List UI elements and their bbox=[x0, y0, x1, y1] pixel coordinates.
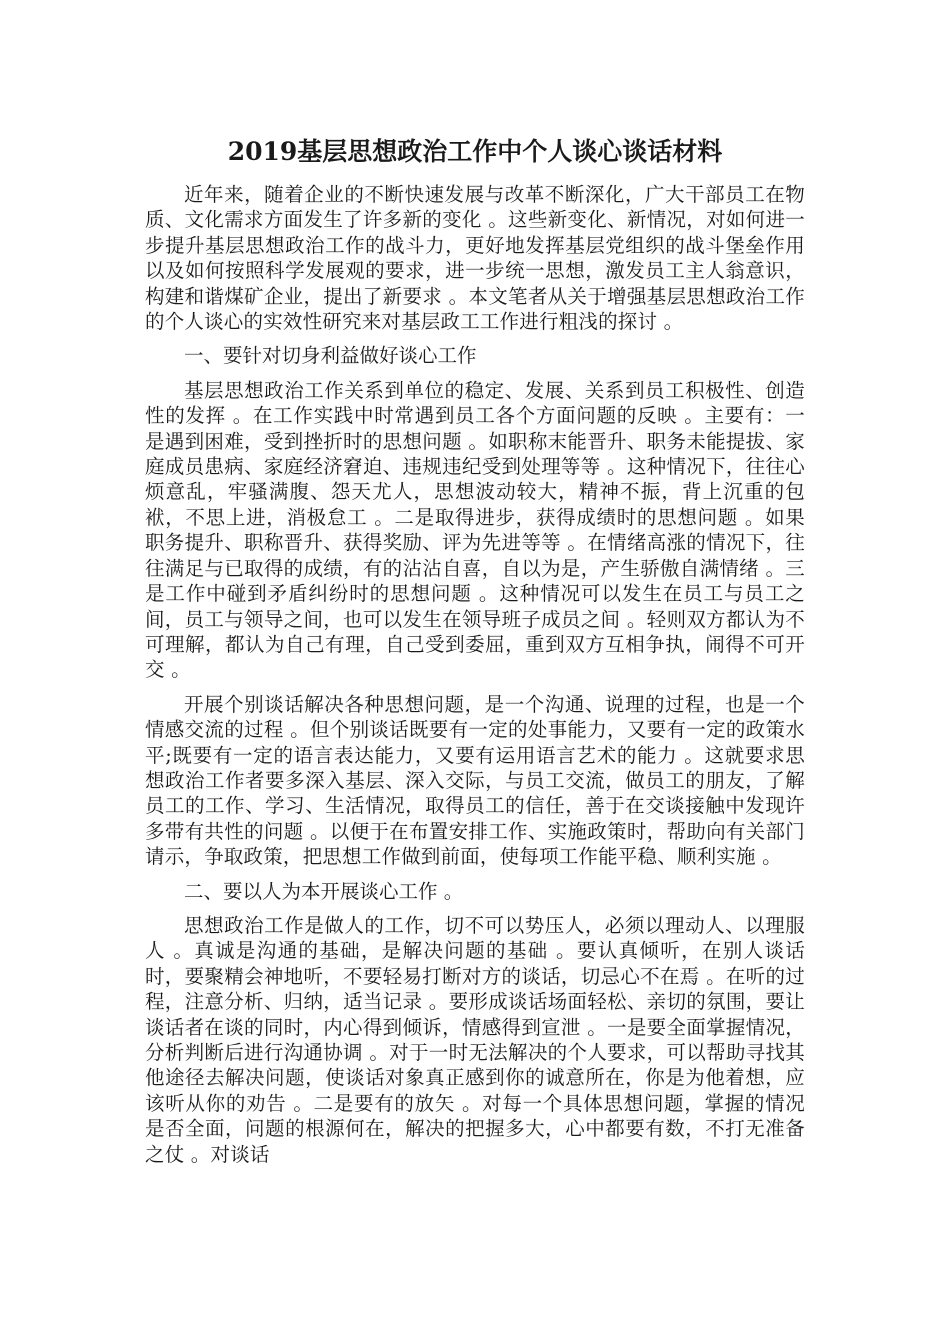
paragraph-intro: 近年来，随着企业的不断快速发展与改革不断深化，广大干部员工在物质、文化需求方面发生了许多新的变化 。这些新变化、新情况，对如何进一步提升基层思想政治工作的战斗力，更好地发挥基层党组织的战斗堡垒作用以及如何按照科学发展观的要求，进一步统一思想，激发员工主人翁意识，构建和谐煤矿企业，提出了新要求 。本文笔者从关于增强基层思想政治工作的个人谈心的实效性研究来对基层政工工作进行粗浅的探讨 。 bbox=[145, 183, 805, 334]
paragraph-section1-a: 基层思想政治工作关系到单位的稳定、发展、关系到员工积极性、创造性的发挥 。在工作实践中时常遇到员工各个方面问题的反映 。主要有：一是遇到困难，受到挫折时的思想问题 。如职称末能晋升、职务未能提拔、家庭成员患病、家庭经济窘迫、违规违纪受到处理等等 。这种情况下，往往心烦意乱，牢骚满腹、怨天尤人，思想波动较大，精神不振，背上沉重的包袱，不思上进，消极怠工 。二是取得进步，获得成绩时的思想问题 。如果职务提升、职称晋升、获得奖励、评为先进等等 。在情绪高涨的情况下，往往满足与已取得的成绩，有的沾沾自喜，自以为是，产生骄傲自满情绪 。三是工作中碰到矛盾纠纷时的思想问题 。这种情况可以发生在员工与员工之间，员工与领导之间，也可以发生在领导班子成员之间 。轻则双方都认为不可理解，都认为自己有理，自己受到委屈，重到双方互相争执，闹得不可开交 。 bbox=[145, 378, 805, 682]
paragraph-section2-a: 思想政治工作是做人的工作，切不可以势压人，必须以理动人、以理服人 。真诚是沟通的基础，是解决问题的基础 。要认真倾听，在别人谈话时，要聚精会神地听，不要轻易打断对方的谈话，切忌心不在焉 。在听的过程，注意分析、归纳，适当记录 。要形成谈话场面轻松、亲切的氛围，要让谈话者在谈的同时，内心得到倾诉，情感得到宣泄 。一是要全面掌握情况，分析判断后进行沟通协调 。对于一时无法解决的个人要求，可以帮助寻找其他途径去解决问题，使谈话对象真正感到你的诚意所在，你是为他着想，应该听从你的劝告 。二是要有的放矢 。对每一个具体思想问题，掌握的情况是否全面，问题的根源何在，解决的把握多大，心中都要有数，不打无准备之仗 。对谈话 bbox=[145, 913, 805, 1166]
document-title: 2019基层思想政治工作中个人谈心谈话材料 bbox=[227, 137, 723, 166]
section-heading-1: 一、要针对切身利益做好谈心工作 bbox=[184, 344, 477, 368]
paragraph-section1-b: 开展个别谈话解决各种思想问题，是一个沟通、说理的过程，也是一个情感交流的过程 。但个别谈话既要有一定的处事能力，又要有一定的政策水平;既要有一定的语言表达能力，又要有运用语言艺术的能力 。这就要求思想政治工作者要多深入基层、深入交际，与员工交流，做员工的朋友，了解员工的工作、学习、生活情况，取得员工的信任，善于在交谈接触中发现许多带有共性的问题 。以便于在布置安排工作、实施政策时，帮助向有关部门请示，争取政策，把思想工作做到前面，使每项工作能平稳、顺利实施 。 bbox=[145, 692, 805, 869]
document-body bbox=[145, 182, 805, 1167]
section-heading-2: 二、要以人为本开展谈心工作 。 bbox=[184, 879, 464, 903]
